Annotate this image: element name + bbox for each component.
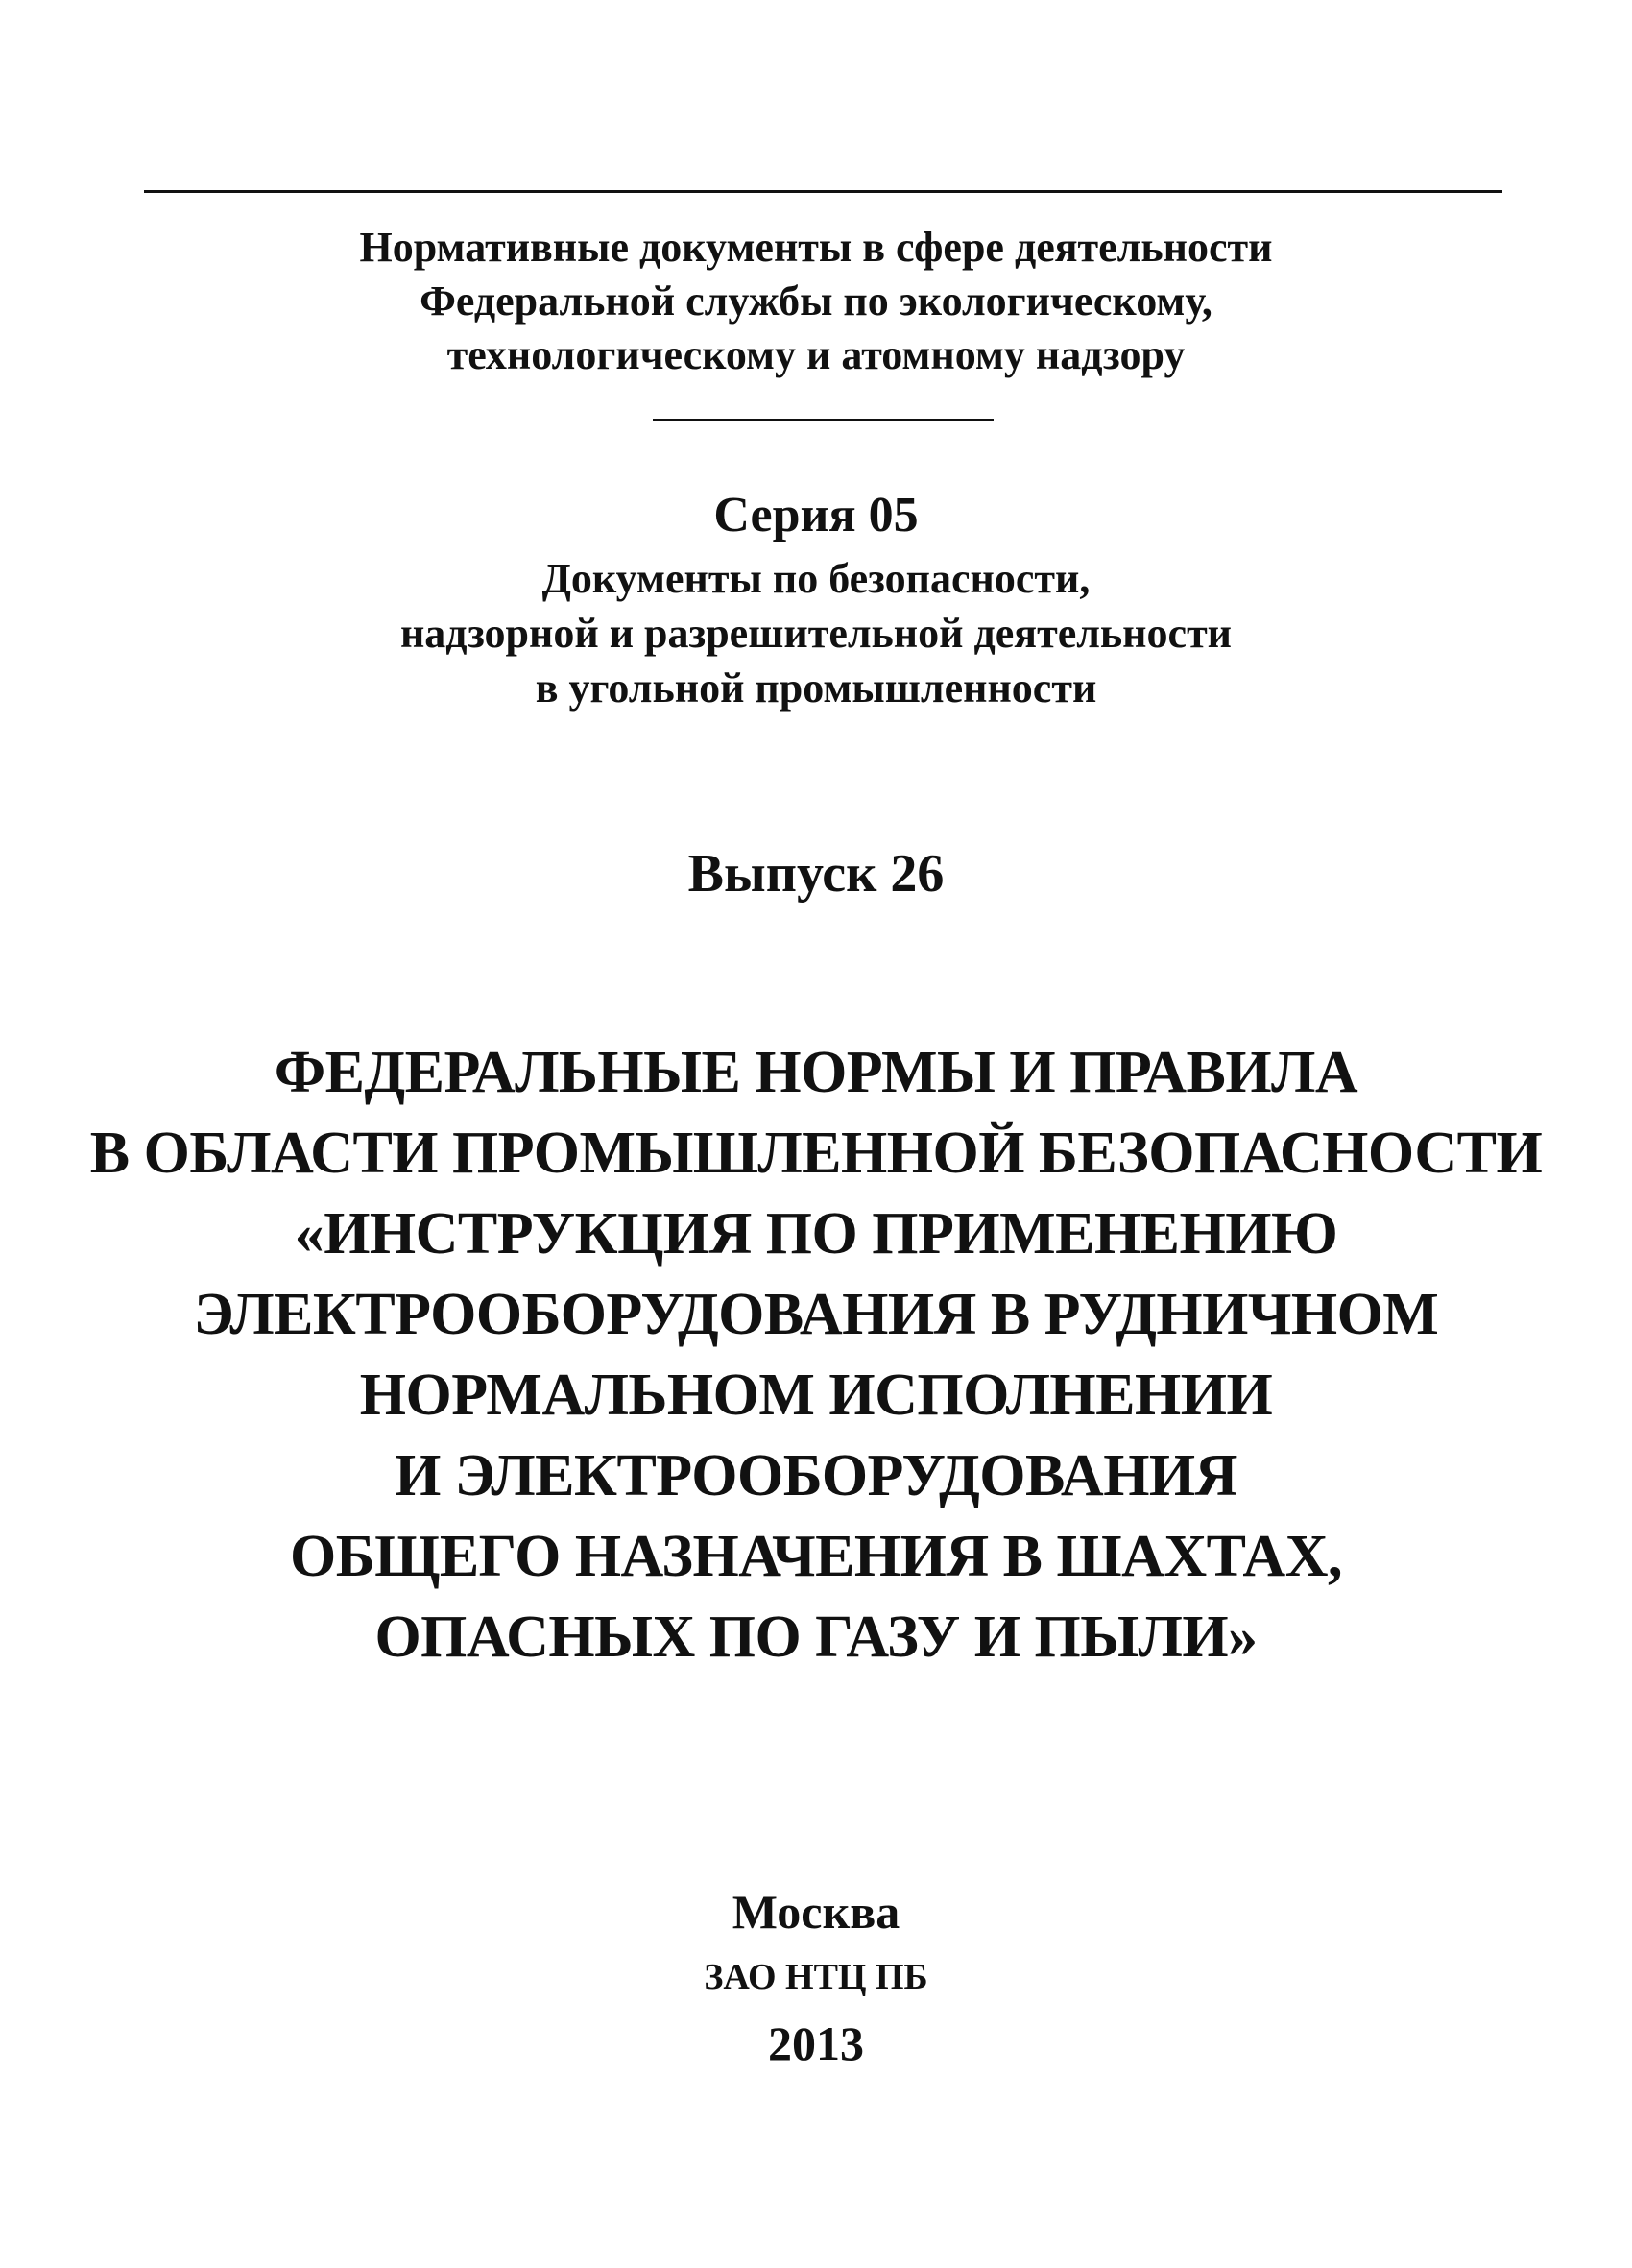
organization-line: Нормативные документы в сфере деятельности xyxy=(359,224,1273,271)
series-description-line: Документы по безопасности, xyxy=(541,555,1091,602)
issue-number-text: Выпуск 26 xyxy=(687,844,945,904)
imprint-year xyxy=(0,2014,1632,2073)
organization-header xyxy=(0,221,1632,382)
document-title-line: В ОБЛАСТИ ПРОМЫШЛЕННОЙ БЕЗОПАСНОСТИ xyxy=(89,1121,1543,1186)
imprint-year-text: 2013 xyxy=(768,2016,864,2070)
series-title-text: Серия 05 xyxy=(713,488,919,543)
organization-line: Федеральной службы по экологическому, xyxy=(420,277,1212,325)
document-title-line: «ИНСТРУКЦИЯ ПО ПРИМЕНЕНИЮ xyxy=(294,1201,1338,1267)
document-title xyxy=(0,1032,1632,1677)
series-description xyxy=(0,551,1632,715)
organization-line: технологическому и атомному надзору xyxy=(446,331,1186,378)
imprint-city xyxy=(0,1882,1632,1942)
document-title-line: ОБЩЕГО НАЗНАЧЕНИЯ В ШАХТАХ, xyxy=(290,1524,1342,1589)
document-title-line: ФЕДЕРАЛЬНЫЕ НОРМЫ И ПРАВИЛА xyxy=(274,1040,1358,1105)
top-rule xyxy=(144,190,1502,193)
series-title xyxy=(0,485,1632,546)
series-description-line: в угольной промышленности xyxy=(535,664,1097,712)
imprint-city-text: Москва xyxy=(732,1885,900,1939)
document-title-line: И ЭЛЕКТРООБОРУДОВАНИЯ xyxy=(395,1443,1237,1508)
document-title-line: НОРМАЛЬНОМ ИСПОЛНЕНИИ xyxy=(359,1363,1273,1428)
separator-rule xyxy=(653,419,994,421)
document-title-line: ОПАСНЫХ ПО ГАЗУ И ПЫЛИ» xyxy=(374,1604,1258,1670)
document-title-line: ЭЛЕКТРООБОРУДОВАНИЯ В РУДНИЧНОМ xyxy=(193,1282,1439,1347)
imprint-publisher-text: ЗАО НТЦ ПБ xyxy=(704,1957,928,1997)
imprint-publisher xyxy=(0,1953,1632,2001)
issue-number xyxy=(0,840,1632,907)
series-description-line: надзорной и разрешительной деятельности xyxy=(399,610,1233,657)
